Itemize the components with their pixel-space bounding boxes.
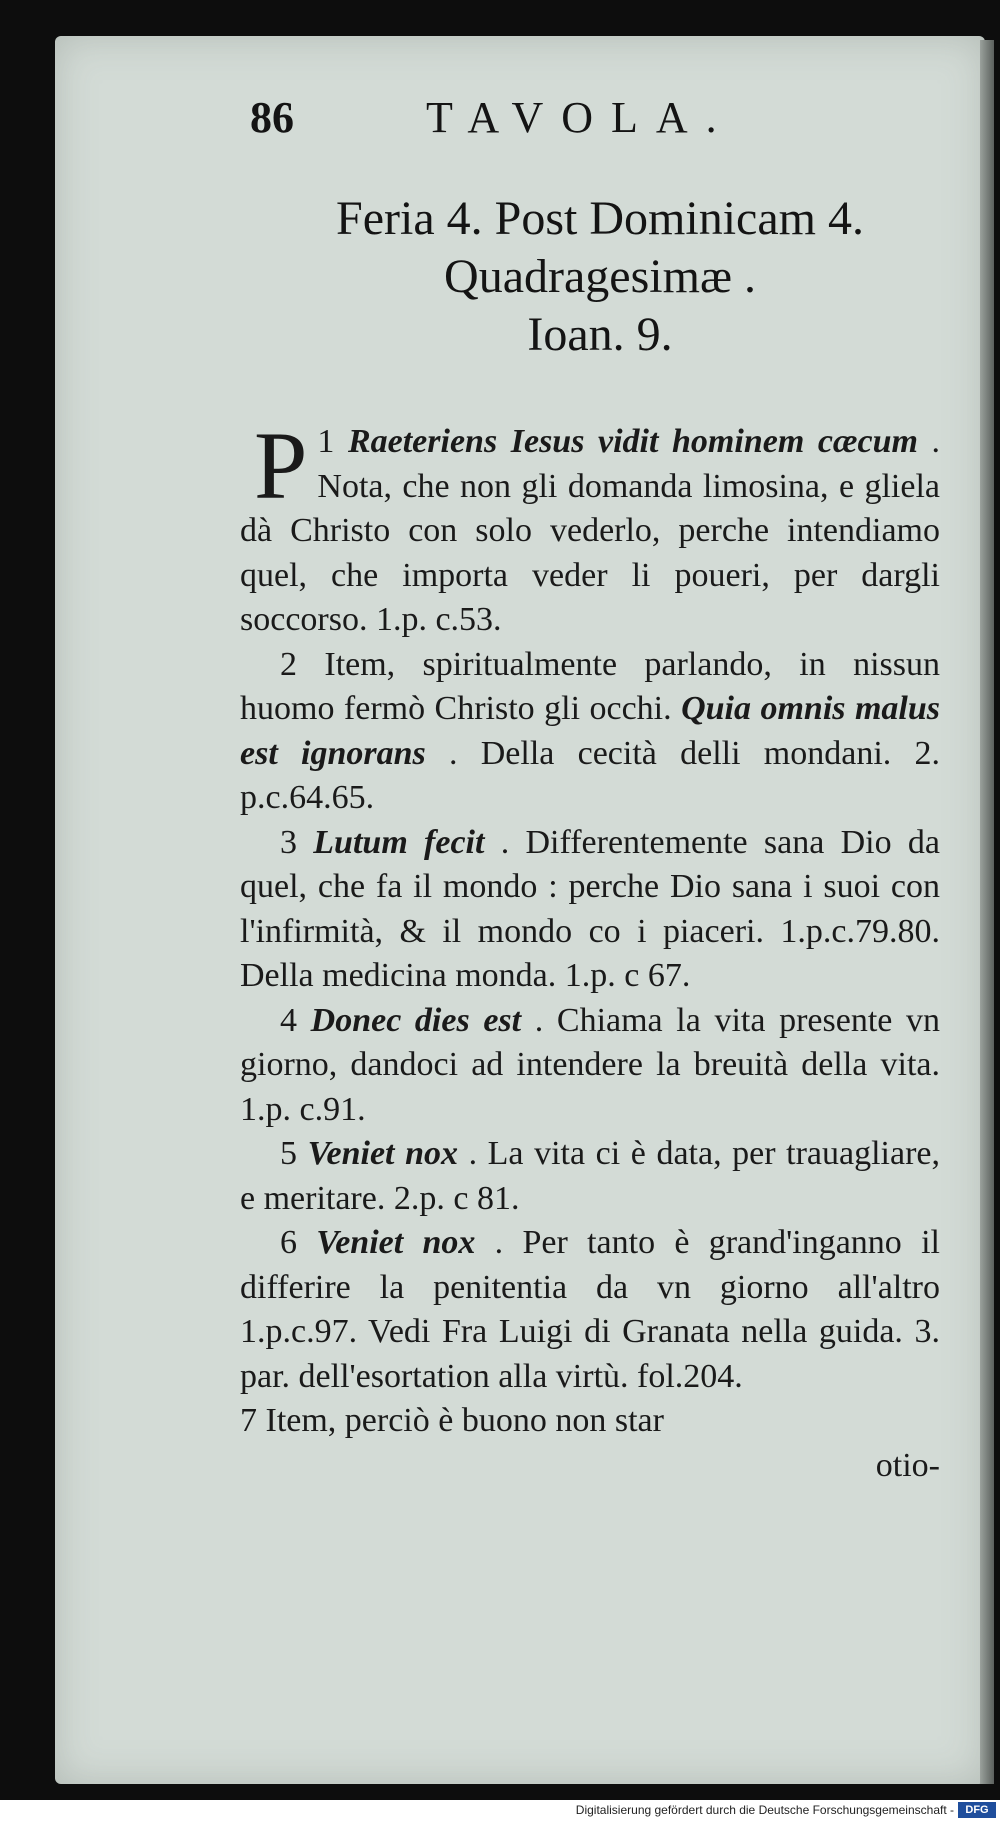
entry-text: . Nota, che non gli domanda limosina, e gliela dà Christo con solo vederlo, perche intendiamo quel, che importa veder li poueri, per dargli soccorso. 1.p. c.53. (240, 423, 941, 638)
entry-number: 2 (280, 645, 297, 683)
funding-credit: Digitalisierung gefördert durch die Deutsche Forschungsgemeinschaft - (575, 1803, 954, 1817)
running-title: TAVOLA. (426, 93, 735, 142)
entry-text: Item, spiritualmente parlando, in nissun huomo fermò Christo gli occhi. (240, 645, 940, 727)
dfg-logo: DFG (958, 1802, 996, 1818)
latin-quote: Donec dies est (310, 1001, 522, 1039)
entry-number: 4 (280, 1001, 297, 1039)
entry-number: 7 (240, 1402, 257, 1439)
footer-bar (0, 1800, 1000, 1821)
entry-number: 5 (280, 1135, 297, 1172)
latin-quote: Lutum fecit (313, 823, 485, 861)
entry-text: . Per tanto è grand'inganno il differire la penitentia da vn giorno all'altro 1.p.c.97. Vedi Fra Luigi di Granata nella guida. 3. par. dell'esortation alla virtù. fol.204. (240, 1224, 940, 1395)
page-number: 86 (250, 93, 294, 142)
entry-number: 6 (280, 1224, 297, 1261)
entry-text: . Della cecità delli mondani. 2. p.c.64.65. (240, 734, 941, 816)
title-line-3: Ioan. 9. (527, 308, 673, 361)
entry-text: . Differentemente sana Dio da quel, che fa il mondo : perche Dio sana i suoi con l'infirmità, & il mondo co i piaceri. 1.p.c.79.80. Della medicina monda. 1.p. c 67. (240, 823, 940, 994)
latin-quote: Veniet nox (307, 1135, 458, 1172)
latin-quote: Veniet nox (316, 1224, 476, 1261)
entry-number: 3 (280, 823, 297, 861)
drop-capital: P (254, 412, 308, 519)
entries-text (240, 412, 941, 1488)
entry-7 (240, 1399, 940, 1444)
entry-5 (240, 1132, 940, 1221)
entry-3 (240, 821, 940, 999)
entry-number: 1 (317, 423, 335, 460)
entry-4 (240, 999, 940, 1133)
title-line-1: Feria 4. Post Dominicam 4. (336, 192, 864, 245)
entry-2 (240, 643, 940, 821)
page-edge (980, 40, 994, 1784)
entry-text: . La vita ci è data, per trauagliare, e meritare. 2.p. c 81. (240, 1135, 941, 1217)
entry-text: . Chiama la vita presente vn giorno, dandoci ad intendere la breuità della vita. 1.p. c.91. (240, 1001, 940, 1128)
entry-6 (240, 1221, 940, 1399)
page-header (250, 92, 810, 152)
latin-quote: Quia omnis malus est ignorans (240, 690, 940, 772)
entry-1 (240, 412, 941, 643)
catchword: otio- (875, 1446, 940, 1484)
title-line-2: Quadragesimæ . (444, 250, 756, 303)
latin-quote: Raeteriens Iesus vidit hominem cæcum (347, 423, 918, 460)
entry-text: Item, perciò è buono non star (265, 1402, 664, 1439)
section-title (240, 190, 960, 364)
